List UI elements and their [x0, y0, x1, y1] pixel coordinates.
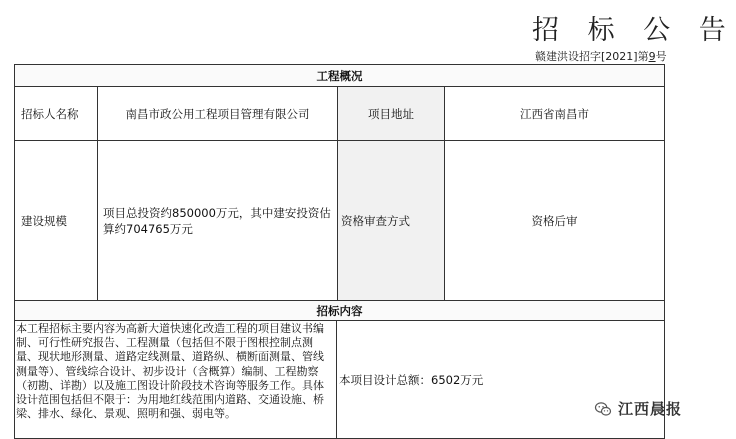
scope-description: 本工程招标主要内容为高新大道快速化改造工程的项目建议书编制、可行性研究报告、工程测量（包括但不限于图根控制点测量、现状地形测量、道路定线测量、道路纵、横断面测量、管线测量等）、管线综合设计、初步设计（含概算）编制、工程勘察（初勘、详勘）以及施工图设计阶段技术咨询等服务工作。具体设计范围包括但不限于：为用地红线范围内道路、交通设施、桥梁、排水、绿化、景观、照明和强、弱电等。 [14, 320, 337, 439]
qualification-value: 资格后审 [444, 140, 665, 301]
design-fee: 本项目设计总额：6502万元 [336, 320, 665, 439]
section-overview-header: 工程概况 [14, 64, 665, 87]
watermark-text: 江西晨报 [618, 400, 683, 418]
watermark [594, 398, 682, 419]
wechat-icon [594, 400, 612, 418]
doc-number-suffix: 号 [655, 50, 667, 63]
tenderer-label: 招标人名称 [14, 86, 98, 141]
location-value: 江西省南昌市 [444, 86, 665, 141]
tender-table [14, 64, 665, 439]
location-label: 项目地址 [337, 86, 445, 141]
doc-number-prefix: 赣建洪设招字[2021]第 [535, 50, 649, 63]
scale-value: 项目总投资约850000万元，其中建安投资估算约704765万元 [97, 140, 338, 301]
announcement-title: 招 标 公 告 [532, 15, 736, 46]
scale-label: 建设规模 [14, 140, 98, 301]
document-number [535, 48, 667, 64]
tenderer-value: 南昌市政公用工程项目管理有限公司 [97, 86, 338, 141]
doc-number-num: 9 [648, 50, 656, 63]
qualification-label: 资格审查方式 [337, 140, 445, 301]
section-content-header: 招标内容 [14, 300, 665, 321]
